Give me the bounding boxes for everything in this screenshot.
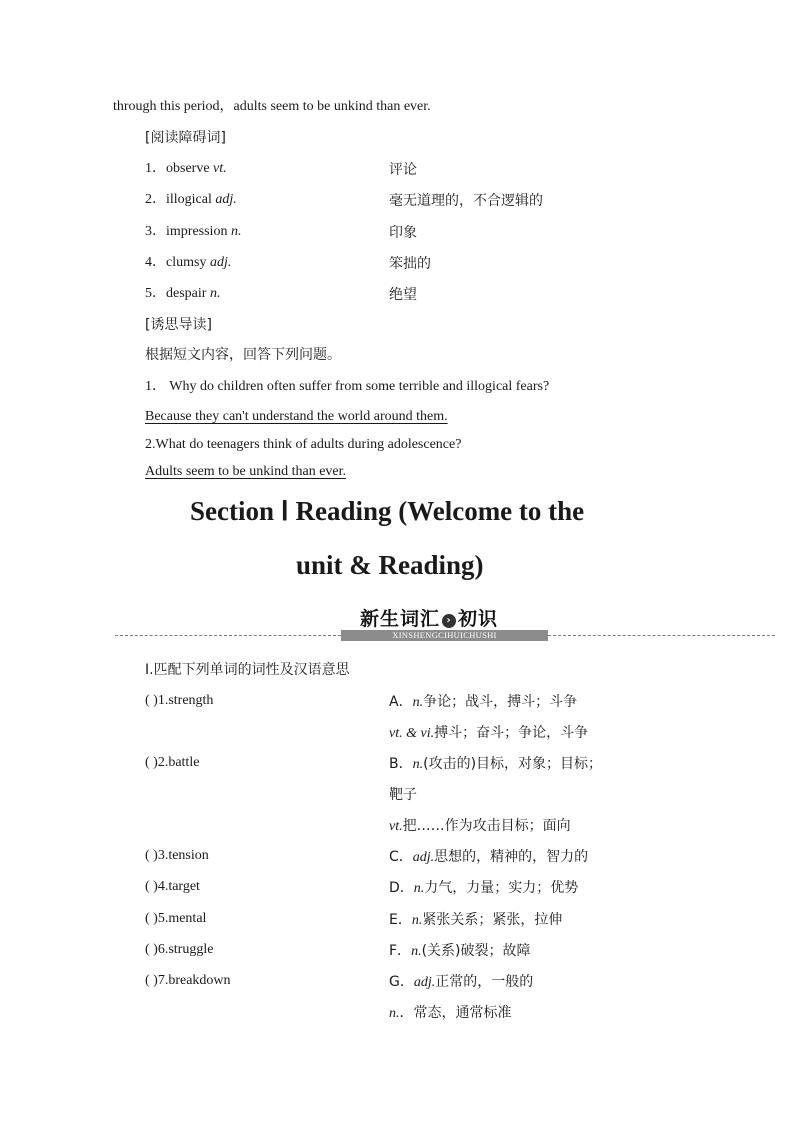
- guided-reading-heading: [诱思导读]: [145, 317, 212, 333]
- vocab-meaning: 评论: [389, 162, 417, 178]
- match-word: 1.strength: [157, 693, 214, 708]
- vocab-item: [145, 160, 227, 180]
- vocab-item: [145, 254, 231, 274]
- match-word-row: [145, 910, 206, 928]
- vocab-pos: n.: [209, 286, 221, 301]
- option-b-continued: 靶子: [389, 787, 417, 803]
- question-1: 1． Why do children often suffer from some terrible and illogical fears?: [145, 379, 550, 394]
- vocab-word: clumsy: [166, 255, 210, 270]
- option-b: B．n.(攻击的)目标，对象；目标；: [389, 756, 603, 772]
- section-title-line-1: Section Ⅰ Reading (Welcome to the: [190, 496, 585, 526]
- match-word: 7.breakdown: [157, 973, 231, 988]
- option-e: E．n.紧张关系；紧张，拉伸: [389, 912, 563, 928]
- answer-2: Adults seem to be unkind than ever.: [145, 464, 347, 479]
- vocab-pos: n.: [230, 224, 242, 239]
- match-word: 5.mental: [157, 911, 207, 926]
- vocab-num: 3．: [145, 224, 166, 239]
- intro-line: through this period，adults seem to be unkind than ever.: [113, 99, 431, 114]
- answer-blank[interactable]: ( ): [145, 942, 158, 957]
- match-word: 3.tension: [157, 848, 209, 863]
- option-f: F．n.(关系)破裂；故障: [389, 943, 531, 959]
- option-c: C．adj.思想的，精神的，智力的: [389, 849, 589, 865]
- vocab-num: 4．: [145, 255, 166, 270]
- banner-title-right: 初识: [458, 608, 499, 630]
- match-word: 2.battle: [157, 755, 200, 770]
- section-title-line-2: unit & Reading): [296, 550, 484, 580]
- vocab-item: [145, 285, 220, 305]
- match-word-row: [145, 972, 231, 990]
- vocab-word: despair: [166, 286, 210, 301]
- banner-title: [360, 604, 550, 628]
- vocab-meaning: 绝望: [389, 287, 417, 303]
- reading-vocab-heading: [阅读障碍词]: [145, 130, 226, 146]
- banner-divider-right: [548, 635, 775, 636]
- banner-divider-left: [115, 635, 341, 636]
- exercise-heading: Ⅰ.匹配下列单词的词性及汉语意思: [145, 662, 350, 678]
- match-word-row: [145, 878, 200, 896]
- vocab-pos: vt.: [213, 161, 227, 176]
- match-word-row: [145, 754, 199, 772]
- vocab-word: observe: [166, 161, 214, 176]
- guided-reading-instruction: 根据短文内容，回答下列问题。: [145, 347, 341, 363]
- answer-1: Because they can't understand the world around them.: [145, 409, 448, 424]
- vocab-meaning: 印象: [389, 225, 417, 241]
- match-word: 6.struggle: [157, 942, 214, 957]
- option-a-continued: vt. & vi.搏斗；奋斗；争论，斗争: [389, 725, 589, 741]
- vocab-meaning: 笨拙的: [389, 256, 431, 272]
- arrow-circle-icon: ›: [442, 614, 456, 628]
- vocab-num: 2．: [145, 192, 166, 207]
- vocab-word: illogical: [166, 192, 216, 207]
- answer-blank[interactable]: ( ): [145, 973, 158, 988]
- vocab-item: [145, 191, 237, 211]
- vocab-pos: adj.: [215, 192, 237, 207]
- match-word-row: [145, 692, 213, 710]
- answer-blank[interactable]: ( ): [145, 755, 158, 770]
- match-word-row: [145, 941, 213, 959]
- match-word: 4.target: [157, 879, 200, 894]
- match-word-row: [145, 847, 209, 865]
- option-g-noun: n.．常态，通常标准: [389, 1005, 512, 1021]
- banner-title-left: 新生词汇: [360, 608, 441, 630]
- answer-blank[interactable]: ( ): [145, 693, 158, 708]
- option-g: G．adj.正常的，一般的: [389, 974, 534, 990]
- answer-blank[interactable]: ( ): [145, 848, 158, 863]
- option-b-verb: vt.把……作为攻击目标；面向: [389, 818, 571, 834]
- question-2: 2.What do teenagers think of adults during adolescence?: [145, 437, 462, 452]
- vocab-num: 5．: [145, 286, 166, 301]
- banner-subtitle: XINSHENGCIHUICHUSHI: [341, 630, 548, 641]
- vocab-item: [145, 223, 241, 243]
- answer-blank[interactable]: ( ): [145, 911, 158, 926]
- vocab-meaning: 毫无道理的，不合逻辑的: [389, 193, 543, 209]
- option-a: A．n.争论；战斗，搏斗；斗争: [389, 694, 578, 710]
- vocab-word: impression: [166, 224, 231, 239]
- answer-blank[interactable]: ( ): [145, 879, 158, 894]
- vocab-num: 1．: [145, 161, 166, 176]
- vocab-pos: adj.: [209, 255, 232, 270]
- option-d: D．n.力气，力量；实力；优势: [389, 880, 579, 896]
